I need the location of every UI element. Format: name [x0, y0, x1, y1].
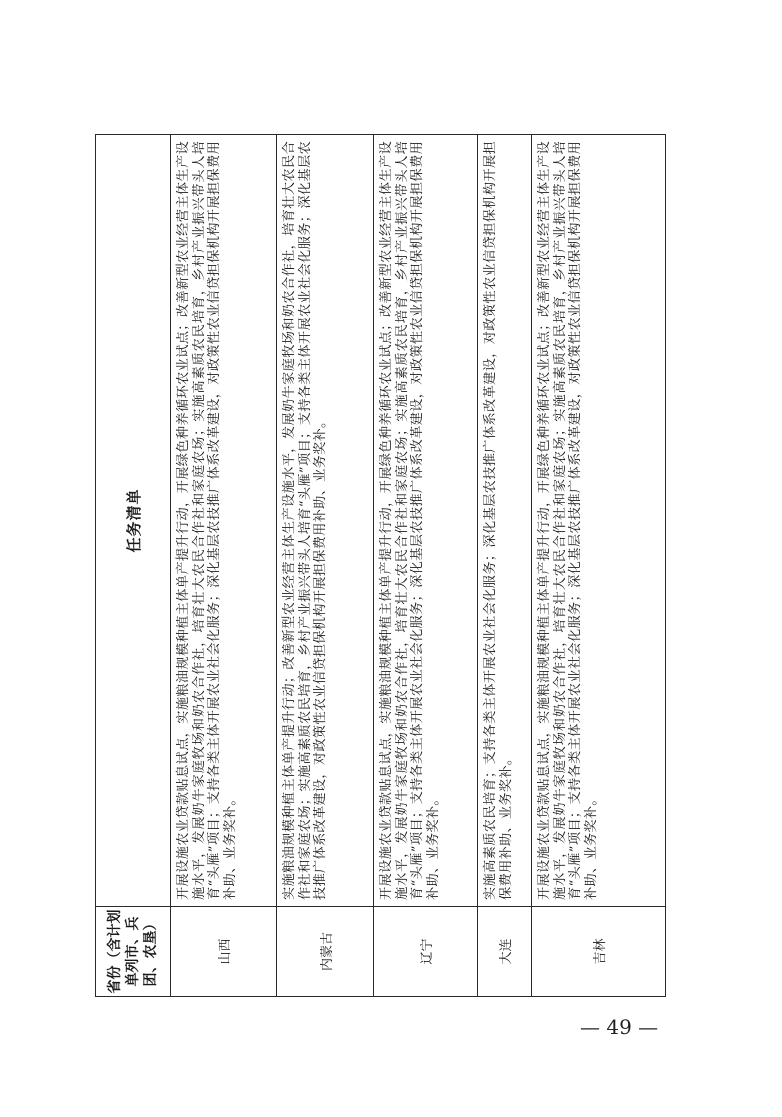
page-number: — 49 — [580, 1015, 659, 1039]
table-row [277, 135, 374, 997]
table-row [532, 135, 666, 997]
task-cell: 实施高素质农民培育；支持各类主体开展农业社会化服务；深化基层农技推广体系改革建设，对政策性农业信贷担保机构开展担保费用补助、业务奖补。 [478, 135, 532, 907]
table-row [374, 135, 478, 997]
province-cell: 辽宁 [374, 907, 478, 997]
task-table [95, 134, 666, 997]
task-cell: 开展设施农业贷款贴息试点，实施粮油规模种植主体单产提升行动，开展绿色种养循环农业试点；改善新型农业经营主体生产设施水平，发展奶牛家庭牧场和奶农合作社，培育壮大农民合作社和家庭农场；实施高素质农民培育，乡村产业振兴带头人培育“头雁”项目；支持各类主体开展农业社会化服务；深化基层农技推广体系改革建设，对政策性农业信贷担保机构开展担保费用补助、业务奖补。 [171, 135, 277, 907]
header-tasks: 任务清单 [96, 135, 171, 907]
task-cell: 开展设施农业贷款贴息试点，实施粮油规模种植主体单产提升行动，开展绿色种养循环农业试点；改善新型农业经营主体生产设施水平，发展奶牛家庭牧场和奶农合作社，培育壮大农民合作社和家庭农场；实施高素质农民培育，乡村产业振兴带头人培育“头雁”项目；支持各类主体开展农业社会化服务；深化基层农技推广体系改革建设，对政策性农业信贷担保机构开展担保费用补助、业务奖补。 [374, 135, 478, 907]
task-cell: 实施粮油规模种植主体单产提升行动；改善新型农业经营主体生产设施水平，发展奶牛家庭牧场和奶农合作社，培育壮大农民合作社和家庭农场；实施高素质农民培育，乡村产业振兴带头人培育“头雁”项目；支持各类主体开展农业社会化服务；深化基层农技推广体系改革建设，对政策性农业信贷担保机构开展担保费用补助、业务奖补。 [277, 135, 374, 907]
province-cell: 山西 [171, 907, 277, 997]
province-cell: 内蒙古 [277, 907, 374, 997]
table-row [478, 135, 532, 997]
province-cell: 大连 [478, 907, 532, 997]
task-table-rotated [95, 135, 665, 997]
province-cell: 吉林 [532, 907, 666, 997]
header-province: 省份（含计划单列市、兵团、农垦） [96, 907, 171, 997]
task-cell: 开展设施农业贷款贴息试点，实施粮油规模种植主体单产提升行动，开展绿色种养循环农业试点；改善新型农业经营主体生产设施水平，发展奶牛家庭牧场和奶农合作社，培育壮大农民合作社和家庭农场；实施高素质农民培育，乡村产业振兴带头人培育“头雁”项目；支持各类主体开展农业社会化服务；深化基层农技推广体系改革建设，对政策性农业信贷担保机构开展担保费用补助、业务奖补。 [532, 135, 666, 907]
table-header-row [96, 135, 171, 997]
table-row [171, 135, 277, 997]
task-table-wrapper [95, 135, 665, 997]
